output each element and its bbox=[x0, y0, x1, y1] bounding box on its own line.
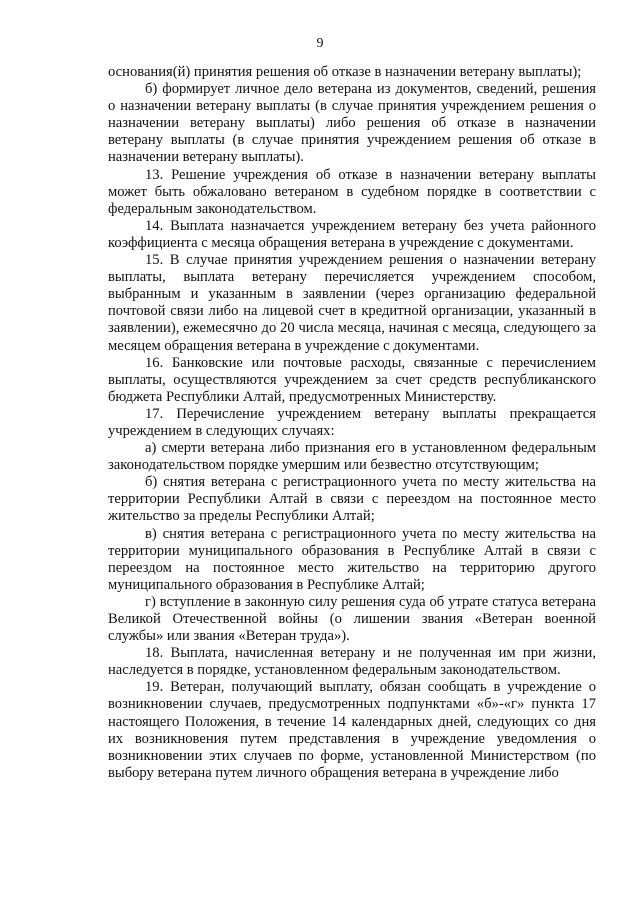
paragraph: 19. Ветеран, получающий выплату, обязан сообщать в учреждение о возникновении случаев, предусмотренных подпунктами «б»-«г» пункта 17 настоящего Положения, в течение 14 календарных дней, следующих со дня их возникновения путем представления в учреждение уведомления о возникновении этих случаев по форме, установленной Министерством (по выбору ветерана путем личного обращения ветерана в учреждение либо bbox=[108, 679, 596, 781]
document-body bbox=[108, 64, 596, 782]
paragraph: б) формирует личное дело ветерана из документов, сведений, решения о назначении ветерану выплаты (в случае принятия учреждением решения о назначении ветерану выплаты) либо решения об отказе в назначении ветерану выплаты (в случае принятия учреждением решения об отказе в назначении ветерану выплаты). bbox=[108, 81, 596, 166]
paragraph: 17. Перечисление учреждением ветерану выплаты прекращается учреждением в следующих случаях: bbox=[108, 405, 596, 439]
paragraph: 16. Банковские или почтовые расходы, связанные с перечислением выплаты, осуществляются учреждением за счет средств республиканского бюджета Республики Алтай, предусмотренных Министерству. bbox=[108, 354, 596, 405]
paragraph: в) снятия ветерана с регистрационного учета по месту жительства на территории муниципального образования в Республике Алтай в связи с переездом на постоянное место жительство на территорию другого муниципального образования в Республике Алтай; bbox=[108, 525, 596, 593]
paragraph: 15. В случае принятия учреждением решения о назначении ветерану выплаты, выплата ветерану перечисляется учреждением способом, выбранным и указанным в заявлении (через организацию федеральной почтовой связи либо на лицевой счет в кредитной организации, указанный в заявлении), ежемесячно до 20 числа месяца, начиная с месяца, следующего за месяцем обращения ветерана в учреждение с документами. bbox=[108, 252, 596, 354]
paragraph: 18. Выплата, начисленная ветерану и не полученная им при жизни, наследуется в порядке, установленном федеральным законодательством. bbox=[108, 645, 596, 679]
paragraph: основания(й) принятия решения об отказе в назначении ветерану выплаты); bbox=[108, 64, 582, 80]
page-number: 9 bbox=[316, 36, 324, 51]
paragraph: а) смерти ветерана либо признания его в установленном федеральным законодательством порядке умершим или безвестно отсутствующим; bbox=[108, 440, 596, 474]
paragraph: 13. Решение учреждения об отказе в назначении ветерану выплаты может быть обжаловано ветераном в судебном порядке в соответствии с федеральным законодательством. bbox=[108, 166, 596, 217]
paragraph: г) вступление в законную силу решения суда об утрате статуса ветерана Великой Отечественной войны (о лишении звания «Ветеран военной службы» или звания «Ветеран труда»). bbox=[108, 593, 596, 645]
paragraph: б) снятия ветерана с регистрационного учета по месту жительства на территории Республики Алтай в связи с переездом на постоянное место жительство за пределы Республики Алтай; bbox=[108, 474, 596, 525]
paragraph: 14. Выплата назначается учреждением ветерану без учета районного коэффициента с месяца обращения ветерана в учреждение с документами. bbox=[108, 217, 596, 251]
